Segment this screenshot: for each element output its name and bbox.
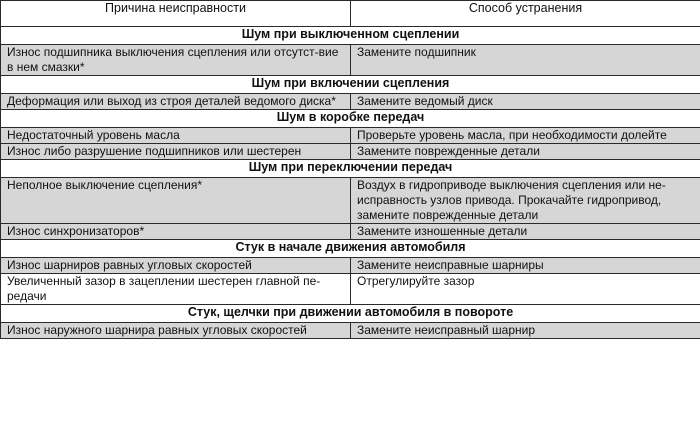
cause-cell: Неполное выключение сцепления* — [1, 178, 351, 224]
remedy-cell: Замените подшипник — [351, 45, 700, 76]
table-row — [1, 274, 700, 305]
section-title: Шум в коробке передач — [1, 110, 700, 128]
section-title: Стук в начале движения автомобиля — [1, 240, 700, 258]
section-row — [1, 240, 700, 258]
remedy-cell: Отрегулируйте зазор — [351, 274, 700, 305]
remedy-cell: Проверьте уровень масла, при необходимости долейте — [351, 128, 700, 144]
section-row — [1, 160, 700, 178]
table-row — [1, 144, 700, 160]
table-row — [1, 258, 700, 274]
table-row — [1, 45, 700, 76]
cause-cell: Износ подшипника выключения сцепления или отсутст-вие в нем смазки* — [1, 45, 351, 76]
header-cause: Причина неисправности — [1, 1, 351, 27]
cause-cell: Деформация или выход из строя деталей ведомого диска* — [1, 94, 351, 110]
remedy-cell: Воздух в гидроприводе выключения сцепления или не-исправность узлов привода. Прокачайте гидропривод, замените поврежденные детали — [351, 178, 700, 224]
section-row — [1, 305, 700, 323]
section-row — [1, 27, 700, 45]
table-row — [1, 224, 700, 240]
remedy-cell: Замените неисправный шарнир — [351, 323, 700, 339]
section-row — [1, 110, 700, 128]
table-row — [1, 128, 700, 144]
cause-cell: Увеличенный зазор в зацеплении шестерен главной пе-редачи — [1, 274, 351, 305]
section-title: Шум при выключенном сцеплении — [1, 27, 700, 45]
table-row — [1, 94, 700, 110]
remedy-cell: Замените ведомый диск — [351, 94, 700, 110]
cause-cell: Износ либо разрушение подшипников или шестерен — [1, 144, 351, 160]
remedy-cell: Замените неисправные шарниры — [351, 258, 700, 274]
cause-cell: Износ наружного шарнира равных угловых скоростей — [1, 323, 351, 339]
cause-cell: Износ синхронизаторов* — [1, 224, 351, 240]
cause-cell: Недостаточный уровень масла — [1, 128, 351, 144]
section-title: Стук, щелчки при движении автомобиля в повороте — [1, 305, 700, 323]
section-row — [1, 76, 700, 94]
header-remedy: Способ устранения — [351, 1, 700, 27]
section-title: Шум при переключении передач — [1, 160, 700, 178]
table-row — [1, 178, 700, 224]
remedy-cell: Замените изношенные детали — [351, 224, 700, 240]
section-title: Шум при включении сцепления — [1, 76, 700, 94]
header-row — [1, 1, 700, 27]
table-row — [1, 323, 700, 339]
cause-cell: Износ шарниров равных угловых скоростей — [1, 258, 351, 274]
remedy-cell: Замените поврежденные детали — [351, 144, 700, 160]
